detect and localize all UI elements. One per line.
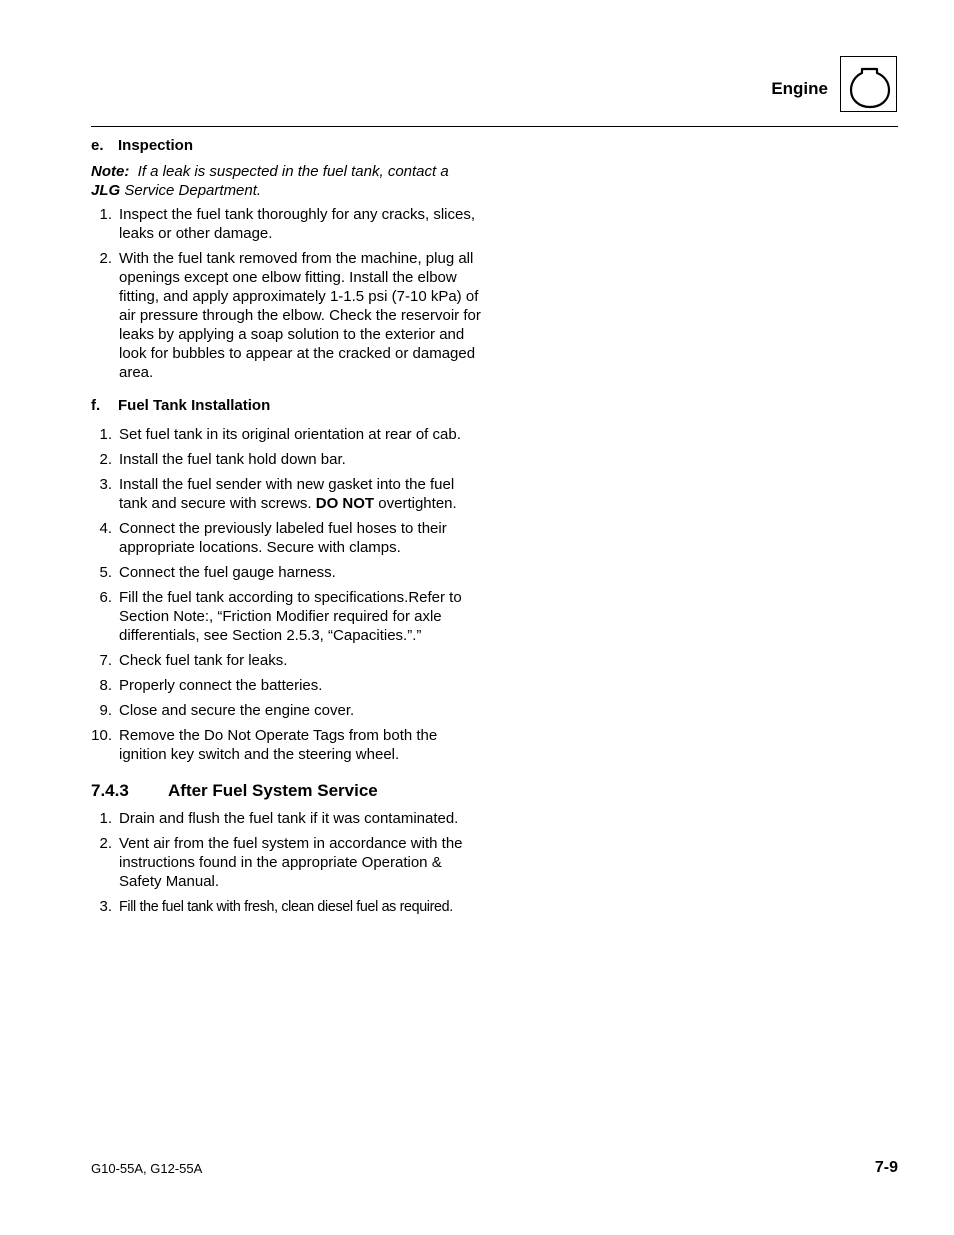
header-rule [91, 126, 898, 127]
page-content [91, 136, 483, 923]
step-number: 6. [99, 589, 112, 606]
inspection-letter: e. [91, 137, 104, 154]
step-number: 5. [99, 564, 112, 581]
list-item [91, 450, 483, 469]
list-item [91, 651, 483, 670]
list-item [91, 205, 483, 243]
installation-steps [91, 425, 483, 764]
step-number: 1. [99, 426, 112, 443]
inspection-note [91, 162, 483, 200]
step-text: Vent air from the fuel system in accordance with the instructions found in the appropriate Operation & Safety Manual. [119, 835, 463, 890]
step-text: Inspect the fuel tank thoroughly for any cracks, slices, leaks or other damage. [119, 206, 476, 242]
step-text [119, 476, 457, 512]
step-number: 2. [99, 835, 112, 852]
list-item [91, 563, 483, 582]
list-item [91, 701, 483, 720]
inspection-heading [91, 136, 483, 156]
step-number: 4. [99, 520, 112, 537]
step-text: Drain and flush the fuel tank if it was contaminated. [119, 810, 459, 827]
footer-models: G10-55A, G12-55A [91, 1161, 203, 1176]
section-title: Engine [771, 79, 828, 98]
step-text-after: overtighten. [378, 495, 457, 512]
step-text-before: Install the fuel sender with new gasket into the fuel tank and secure with screws. [119, 476, 455, 512]
after-service-title: After Fuel System Service [168, 781, 378, 800]
note-text-2: Service Department. [124, 182, 262, 199]
list-item [91, 425, 483, 444]
step-text: Set fuel tank in its original orientation at rear of cab. [119, 426, 461, 443]
step-text: Install the fuel tank hold down bar. [119, 451, 346, 468]
step-text: Properly connect the batteries. [119, 677, 323, 694]
section-number: 7.4.3 [91, 781, 129, 800]
installation-heading [91, 396, 483, 416]
list-item [91, 519, 483, 557]
engine-icon-box [840, 56, 897, 112]
step-number: 10. [91, 727, 112, 744]
list-item [91, 249, 483, 382]
step-number: 3. [99, 898, 112, 915]
installation-title: Fuel Tank Installation [118, 397, 271, 414]
step-number: 2. [99, 451, 112, 468]
note-jlg: JLG [91, 182, 121, 199]
step-number: 7. [99, 652, 112, 669]
after-service-heading [91, 780, 483, 802]
step-number: 8. [99, 677, 112, 694]
list-item [91, 726, 483, 764]
step-text: Fill the fuel tank according to specifications.Refer to Section Note:, “Friction Modifier required for axle differentials, see Section 2.5.3, “Capacities.”.” [119, 589, 462, 644]
list-item [91, 897, 483, 917]
step-number: 1. [99, 810, 112, 827]
inspection-title: Inspection [118, 137, 194, 154]
step-text: Connect the fuel gauge harness. [119, 564, 336, 581]
step-number: 9. [99, 702, 112, 719]
step-number: 2. [99, 250, 112, 267]
list-item [91, 809, 483, 828]
engine-icon [841, 57, 898, 113]
step-text: With the fuel tank removed from the machine, plug all openings except one elbow fitting. Install the elbow fitting, and apply approximately 1-1.5 psi (7-10 kPa) of air pressure through the elbow. Check the reservoir for leaks by applying a soap solution to the exterior and look for bubbles to appear at the cracked or damaged area. [119, 250, 481, 381]
step-text: Connect the previously labeled fuel hoses to their appropriate locations. Secure with clamps. [119, 520, 447, 556]
after-service-steps [91, 809, 483, 917]
step-text: Fill the fuel tank with fresh, clean diesel fuel as required. [119, 899, 453, 915]
list-item [91, 676, 483, 695]
step-text: Check fuel tank for leaks. [119, 652, 288, 669]
installation-letter: f. [91, 397, 101, 414]
note-label: Note: [91, 163, 130, 180]
list-item [91, 588, 483, 645]
list-item [91, 475, 483, 513]
page-number: 7-9 [874, 1159, 898, 1176]
do-not-emphasis: DO NOT [315, 495, 375, 512]
step-number: 3. [99, 476, 112, 493]
note-text-1: If a leak is suspected in the fuel tank, contact a [137, 163, 449, 180]
step-number: 1. [99, 206, 112, 223]
step-text: Remove the Do Not Operate Tags from both the ignition key switch and the steering wheel. [119, 727, 438, 763]
list-item [91, 834, 483, 891]
step-text: Close and secure the engine cover. [119, 702, 355, 719]
inspection-steps [91, 205, 483, 382]
